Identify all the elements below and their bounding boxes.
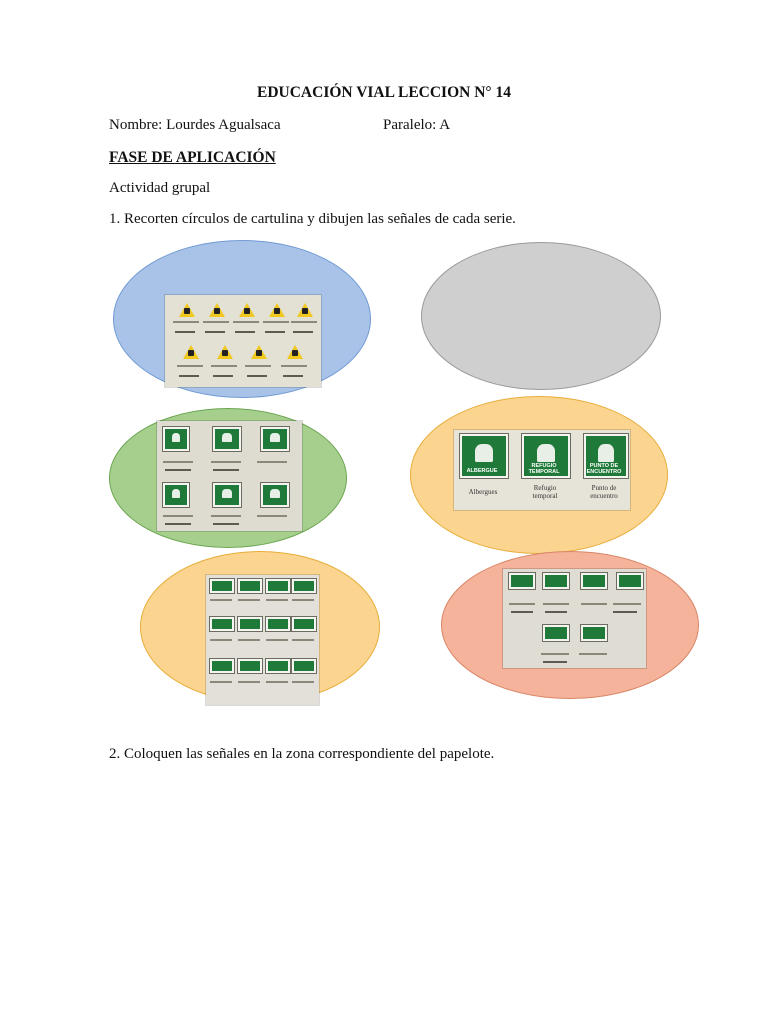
phase-heading: FASE DE APLICACIÓN — [109, 149, 276, 166]
hazard-signs-photo — [165, 295, 321, 387]
instruction-2: 2. Coloquen las señales en la zona correspondiente del papelote. — [109, 746, 495, 762]
document-title: EDUCACIÓN VIAL LECCION N° 14 — [257, 84, 511, 101]
activity-label: Actividad grupal — [109, 180, 211, 196]
albergue-caption: Albergues — [468, 488, 498, 496]
instruction-1: 1. Recorten círculos de cartulina y dibujen las señales de cada serie. — [109, 211, 516, 227]
safety-zone-photo — [157, 421, 302, 531]
shelter-signs-photo — [454, 430, 630, 510]
albergue-sign-text: ALBERGUE — [466, 468, 498, 474]
refugio-caption: Refugio temporal — [532, 484, 558, 500]
student-name: Nombre: Lourdes Agualsaca — [109, 117, 281, 133]
punto-sign-text: PUNTO DE ENCUENTRO — [586, 463, 622, 475]
evacuation-routes-photo — [206, 575, 319, 705]
paralelo-label: Paralelo: A — [383, 117, 451, 133]
gray-oval — [421, 242, 661, 390]
refugio-sign-text: REFUGIO TEMPORAL — [528, 463, 560, 475]
punto-caption: Punto de encuentro — [590, 484, 618, 500]
evacuation-exits-photo — [503, 569, 646, 668]
